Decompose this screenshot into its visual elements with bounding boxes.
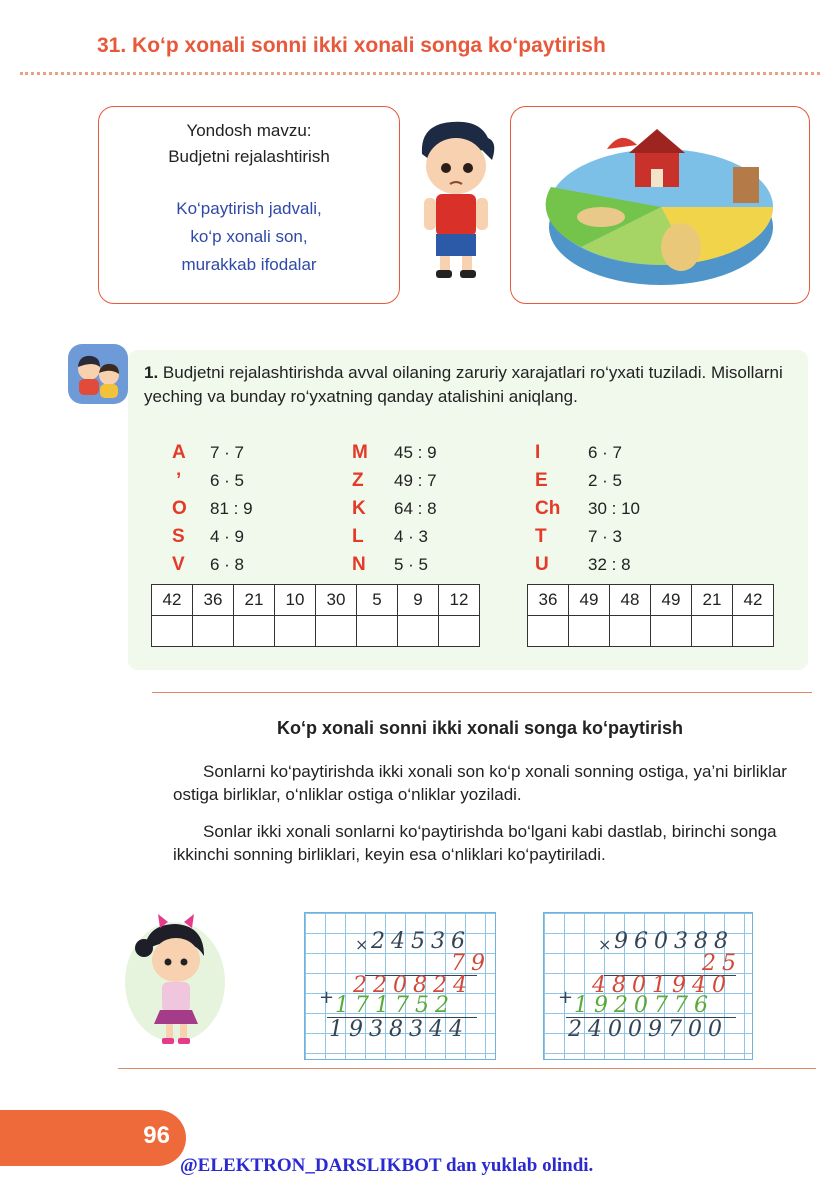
letter-o: O	[172, 498, 187, 519]
rule-paragraph-1: Sonlarni ko‘paytirishda ikki xonali son ko‘p xonali sonning ostiga, ya’ni birliklar ostiga birliklar, o‘nliklar ostiga o‘nliklar yoziladi.	[173, 762, 787, 804]
table-cell: 49	[651, 585, 692, 616]
exercise-text: Budjetni rejalashtirishda avval oilaning zaruriy xarajatlari ro‘yxati tuziladi. Misollarni yeching va bunday ro‘yxatning qanday atalishini aniqlang.	[144, 363, 783, 406]
expression: 32 : 8	[588, 555, 631, 574]
pair-work-icon	[67, 343, 129, 405]
answer-cell[interactable]	[692, 616, 733, 647]
page-title: 31. Ko‘p xonali sonni ikki xonali songa ko‘paytirish	[97, 34, 606, 57]
partial-product-2: 171752	[335, 993, 455, 1018]
expression: 6 · 8	[210, 555, 245, 574]
dotted-divider	[20, 72, 820, 75]
multiplier: 79	[451, 951, 491, 976]
expression: 5 · 5	[394, 555, 429, 574]
section-heading: Ko‘p xonali sonni ikki xonali songa ko‘paytirish	[276, 718, 684, 738]
product-result: 24009700	[568, 1017, 728, 1042]
letter-v: V	[172, 554, 185, 575]
plus-sign: +	[558, 987, 580, 1008]
partial-product-1: 4801940	[592, 973, 732, 998]
table-cell: 21	[692, 585, 733, 616]
budget-pie-illustration	[511, 107, 809, 303]
table-row	[152, 585, 480, 616]
table-cell: 42	[152, 585, 193, 616]
letter-t: T	[535, 526, 547, 547]
answer-table-1	[151, 584, 480, 647]
expression: 45 : 9	[394, 443, 437, 462]
table-cell: 49	[569, 585, 610, 616]
budget-illustration-box	[510, 106, 810, 304]
expression: 6 · 7	[588, 443, 623, 462]
multiplicand: 960388	[614, 929, 734, 954]
exercise-task	[144, 361, 804, 409]
bottom-divider	[118, 1068, 816, 1069]
expression: 30 : 10	[588, 499, 640, 518]
answer-cell[interactable]	[528, 616, 569, 647]
answer-cell[interactable]	[439, 616, 480, 647]
answer-cell[interactable]	[275, 616, 316, 647]
expression: 4 · 3	[394, 527, 429, 546]
multiply-sign: ×	[598, 935, 618, 954]
letter-s: S	[172, 526, 185, 547]
partial-product-1: 220824	[353, 973, 473, 998]
table-cell: 5	[357, 585, 398, 616]
topic-name: Budjetni rejalashtirish	[168, 147, 330, 166]
answer-cell[interactable]	[651, 616, 692, 647]
answer-cell[interactable]	[152, 616, 193, 647]
table-cell: 48	[610, 585, 651, 616]
table-cell: 9	[398, 585, 439, 616]
page-number: 96	[143, 1122, 170, 1149]
table-cell: 12	[439, 585, 480, 616]
letter-u: U	[535, 554, 549, 575]
letter-n: N	[352, 554, 366, 575]
letter-m: M	[352, 442, 368, 463]
answer-cell[interactable]	[316, 616, 357, 647]
multiplication-grid-1	[304, 912, 496, 1060]
keyword-1: Ko‘paytirish jadvali,	[176, 199, 322, 218]
exercise-number: 1.	[144, 363, 159, 382]
letter-apostrophe: ’	[176, 470, 182, 491]
expression: 6 · 5	[210, 471, 245, 490]
table-row	[528, 585, 774, 616]
letter-e: E	[535, 470, 548, 491]
topic-box	[98, 106, 400, 304]
table-cell: 36	[528, 585, 569, 616]
table-cell: 36	[193, 585, 234, 616]
letter-k: K	[352, 498, 366, 519]
partial-product-2: 1920776	[574, 993, 714, 1018]
multiplicand: 24536	[371, 929, 471, 954]
expression: 81 : 9	[210, 499, 253, 518]
expression: 7 · 3	[588, 527, 623, 546]
answer-cell[interactable]	[193, 616, 234, 647]
letter-a: A	[172, 442, 186, 463]
answer-cell[interactable]	[398, 616, 439, 647]
page-number-tab	[0, 1110, 186, 1166]
rule-paragraph-2: Sonlar ikki xonali sonlarni ko‘paytirishda bo‘lgani kabi dastlab, birinchi songa ikkinchi sonning birliklari, keyin esa o‘nliklari ko‘paytiriladi.	[173, 822, 777, 864]
expression: 7 · 7	[210, 443, 245, 462]
answer-cell[interactable]	[234, 616, 275, 647]
answer-cell[interactable]	[610, 616, 651, 647]
expression: 2 · 5	[588, 471, 623, 490]
expression: 64 : 8	[394, 499, 437, 518]
table-cell: 42	[733, 585, 774, 616]
keyword-3: murakkab ifodalar	[181, 255, 317, 274]
download-note: @ELEKTRON_DARSLIKBOT dan yuklab olindi.	[180, 1155, 594, 1176]
table-cell: 21	[234, 585, 275, 616]
table-row-blank	[528, 616, 774, 647]
section-divider	[152, 692, 812, 693]
expression: 49 : 7	[394, 471, 437, 490]
plus-sign: +	[319, 987, 341, 1008]
product-result: 1938344	[329, 1017, 469, 1042]
boy-illustration	[408, 116, 504, 284]
answer-cell[interactable]	[569, 616, 610, 647]
multiplication-grid-2	[543, 912, 753, 1060]
table-cell: 30	[316, 585, 357, 616]
answer-cell[interactable]	[733, 616, 774, 647]
letter-z: Z	[352, 470, 364, 491]
answer-table-2	[527, 584, 774, 647]
expression: 4 · 9	[210, 527, 245, 546]
letter-ch: Ch	[535, 498, 561, 519]
multiplier: 25	[702, 951, 742, 976]
letter-i: I	[535, 442, 541, 463]
answer-cell[interactable]	[357, 616, 398, 647]
multiply-sign: ×	[355, 935, 375, 954]
table-cell: 10	[275, 585, 316, 616]
topic-label: Yondosh mavzu:	[186, 121, 312, 140]
girl-illustration	[120, 912, 230, 1052]
letter-l: L	[352, 526, 364, 547]
keyword-2: ko‘p xonali son,	[190, 227, 308, 246]
table-row-blank	[152, 616, 480, 647]
